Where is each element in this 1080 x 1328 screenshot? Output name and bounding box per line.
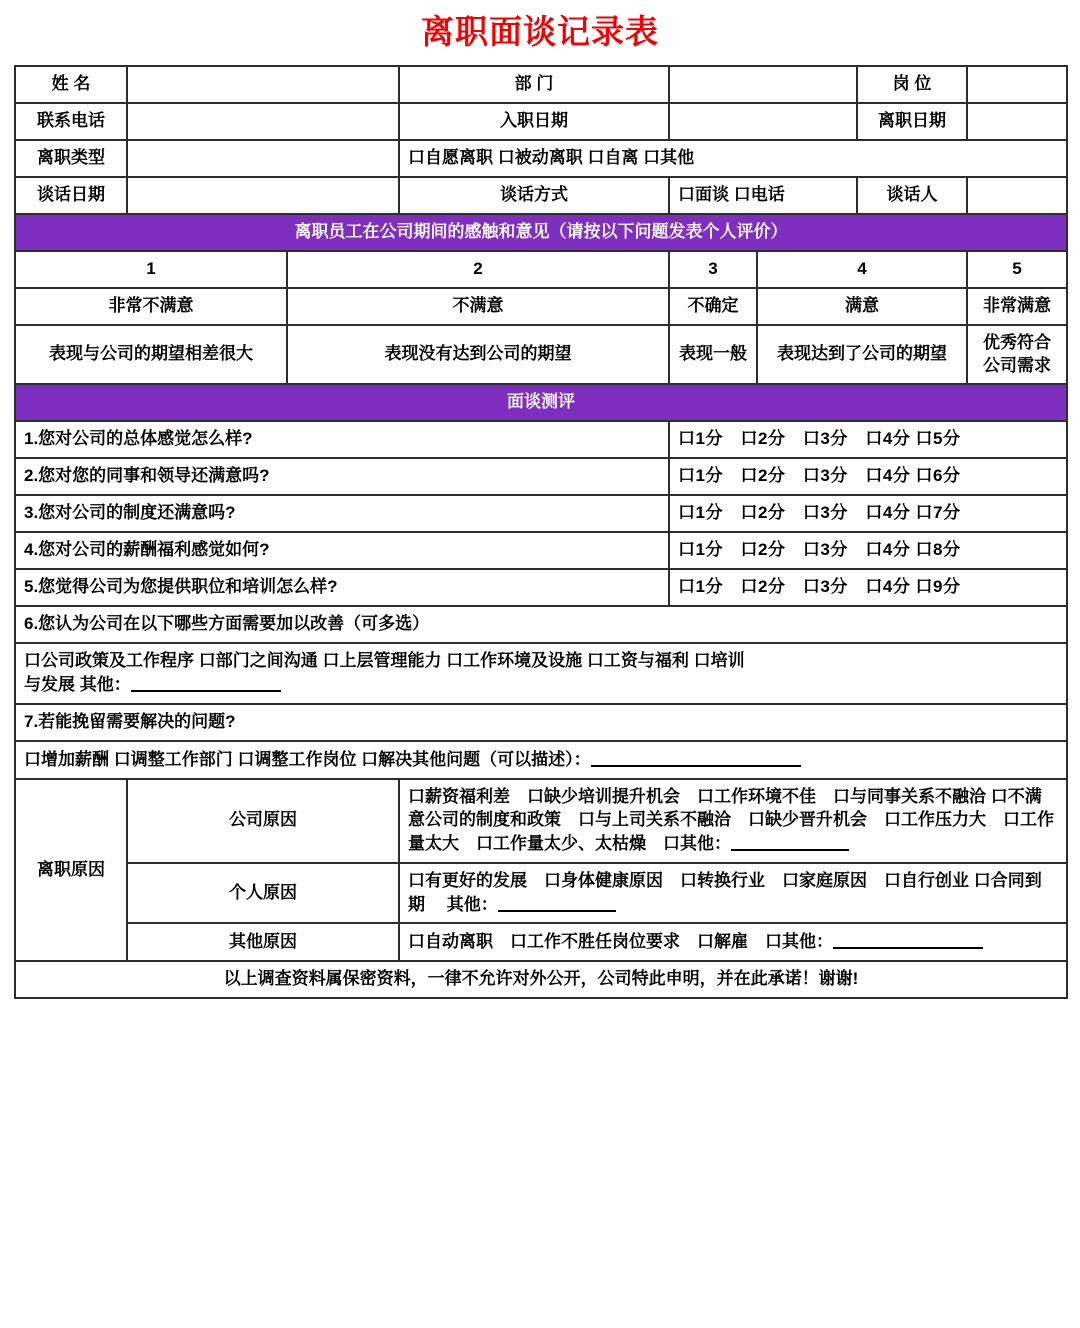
reason-personal-options[interactable] [399,863,1067,924]
scale-label-1: 非常不满意 [15,288,287,325]
question-2-options[interactable]: 口1分 口2分 口3分 口4分 口6分 [669,458,1067,495]
table-row [15,458,1067,495]
label-leave-date: 离职日期 [857,103,967,140]
table-row [15,177,1067,214]
scale-desc-4: 表现达到了公司的期望 [757,325,967,385]
question-1-options[interactable]: 口1分 口2分 口3分 口4分 口5分 [669,421,1067,458]
field-name[interactable] [127,66,399,103]
exit-interview-form [14,65,1068,999]
reason-company-options[interactable] [399,779,1067,863]
table-row [15,923,1067,961]
reason-company-text[interactable]: 口薪资福利差 口缺少培训提升机会 口工作环境不佳 口与同事关系不融洽 口不满意公司的制度和政策 口与上司关系不融洽 口缺少晋升机会 口工作压力大 口工作量太大 口工作量太少、太枯燥 口其他： [408,786,1054,853]
label-name: 姓 名 [15,66,127,103]
table-row [15,66,1067,103]
question-7-options[interactable] [15,741,1067,779]
question-3-options[interactable]: 口1分 口2分 口3分 口4分 口7分 [669,495,1067,532]
table-row [15,214,1067,251]
question-6-options[interactable] [15,643,1067,704]
label-leave-type: 离职类型 [15,140,127,177]
field-leave-date[interactable] [967,103,1067,140]
table-row [15,779,1067,863]
question-4-text: 4.您对公司的薪酬福利感觉如何? [15,532,669,569]
scale-number-4: 4 [757,251,967,288]
reason-personal-label: 个人原因 [127,863,399,924]
field-interviewer[interactable] [967,177,1067,214]
question-7-describe-input[interactable] [591,748,801,767]
label-interviewer: 谈话人 [857,177,967,214]
section-header-evaluation: 面谈测评 [15,384,1067,421]
table-row [15,569,1067,606]
question-5-options[interactable]: 口1分 口2分 口3分 口4分 口9分 [669,569,1067,606]
scale-label-4: 满意 [757,288,967,325]
label-phone: 联系电话 [15,103,127,140]
field-department[interactable] [669,66,857,103]
field-talk-date[interactable] [127,177,399,214]
table-row [15,643,1067,704]
table-row [15,140,1067,177]
scale-desc-3: 表现一般 [669,325,757,385]
question-3-text: 3.您对公司的制度还满意吗? [15,495,669,532]
table-row [15,495,1067,532]
field-leave-type[interactable] [127,140,399,177]
table-row [15,704,1067,741]
leave-type-options[interactable]: 口自愿离职 口被动离职 口自离 口其他 [399,140,1067,177]
question-7-options-text[interactable]: 口增加薪酬 口调整工作部门 口调整工作岗位 口解决其他问题（可以描述）： [24,749,591,769]
question-1-text: 1.您对公司的总体感觉怎么样? [15,421,669,458]
table-row [15,421,1067,458]
scale-label-5: 非常满意 [967,288,1067,325]
reason-other-text[interactable]: 口自动离职 口工作不胜任岗位要求 口解雇 口其他： [408,932,833,952]
reason-other-options[interactable] [399,923,1067,961]
table-row [15,384,1067,421]
field-position[interactable] [967,66,1067,103]
scale-number-5: 5 [967,251,1067,288]
label-hire-date: 入职日期 [399,103,669,140]
question-2-text: 2.您对您的同事和领导还满意吗? [15,458,669,495]
reason-company-other-input[interactable] [731,832,849,851]
reason-other-label: 其他原因 [127,923,399,961]
table-row [15,325,1067,385]
scale-desc-1: 表现与公司的期望相差很大 [15,325,287,385]
scale-desc-2: 表现没有达到公司的期望 [287,325,669,385]
scale-label-2: 不满意 [287,288,669,325]
table-row [15,961,1067,998]
question-6-options-line1[interactable]: 口公司政策及工作程序 口部门之间沟通 口上层管理能力 口工作环境及设施 口工资与福利 口培训 [24,651,745,670]
leave-reason-header: 离职原因 [15,779,127,962]
scale-label-3: 不确定 [669,288,757,325]
page-title: 离职面谈记录表 [421,13,659,50]
scale-number-1: 1 [15,251,287,288]
reason-company-label: 公司原因 [127,779,399,863]
talk-method-options[interactable]: 口面谈 口电话 [669,177,857,214]
table-row [15,532,1067,569]
field-hire-date[interactable] [669,103,857,140]
question-6-title: 6.您认为公司在以下哪些方面需要加以改善（可多选） [15,606,1067,643]
question-7-title: 7.若能挽留需要解决的问题? [15,704,1067,741]
question-4-options[interactable]: 口1分 口2分 口3分 口4分 口8分 [669,532,1067,569]
label-position: 岗 位 [857,66,967,103]
field-phone[interactable] [127,103,399,140]
reason-personal-other-input[interactable] [498,893,616,912]
question-6-other-label: 与发展 其他： [24,674,131,694]
reason-personal-text[interactable]: 口有更好的发展 口身体健康原因 口转换行业 口家庭原因 口自行创业 口合同到期 其他： [408,870,1042,914]
label-talk-method: 谈话方式 [399,177,669,214]
confidentiality-note: 以上调查资料属保密资料，一律不允许对外公开，公司特此申明，并在此承诺！谢谢! [15,961,1067,998]
label-department: 部 门 [399,66,669,103]
label-talk-date: 谈话日期 [15,177,127,214]
scale-number-3: 3 [669,251,757,288]
reason-other-input[interactable] [833,930,983,949]
question-6-other-input[interactable] [131,673,281,692]
scale-desc-5: 优秀符合公司需求 [967,325,1067,385]
table-row [15,103,1067,140]
table-row [15,251,1067,288]
question-5-text: 5.您觉得公司为您提供职位和培训怎么样? [15,569,669,606]
table-row [15,741,1067,779]
scale-number-2: 2 [287,251,669,288]
table-row [15,288,1067,325]
table-row [15,863,1067,924]
section-header-opinion: 离职员工在公司期间的感触和意见（请按以下问题发表个人评价） [15,214,1067,251]
table-row [15,606,1067,643]
